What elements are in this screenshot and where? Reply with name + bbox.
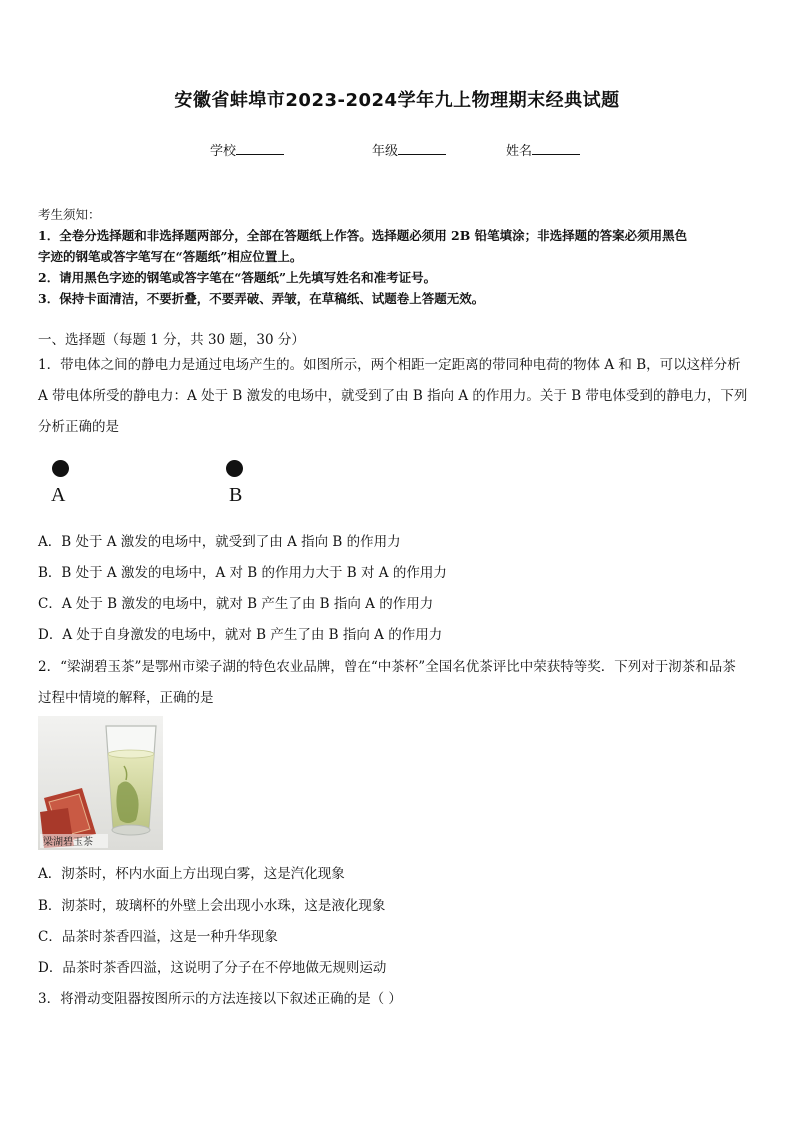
q2-option-c[interactable]: C．品茶时茶香四溢，这是一种升华现象 xyxy=(38,929,278,945)
name-field[interactable] xyxy=(506,140,580,159)
grade-label: 年级 xyxy=(372,144,399,159)
grade-field[interactable] xyxy=(372,140,446,159)
tea-photo-caption: 梁湖碧玉茶 xyxy=(43,837,93,848)
charge-a-dot xyxy=(52,460,69,477)
q1-text-line: 1．带电体之间的静电力是通过电场产生的。如图所示，两个相距一定距离的带同种电荷的物体 A 和 B，可以这样分析 xyxy=(38,357,741,373)
section-heading: 一、选择题（每题 1 分，共 30 题，30 分） xyxy=(38,332,305,348)
notice-item: 字迹的钢笔或答字笔写在“答题纸”相应位置上。 xyxy=(38,249,303,264)
q1-option-a[interactable]: A．B 处于 A 激发的电场中，就受到了由 A 指向 B 的作用力 xyxy=(38,534,401,550)
q1-option-c[interactable]: C．A 处于 B 激发的电场中，就对 B 产生了由 B 指向 A 的作用力 xyxy=(38,596,434,612)
q2-text-line: 2．“梁湖碧玉茶”是鄂州市梁子湖的特色农业品牌，曾在“中茶杯”全国名优茶评比中荣获特等奖．下列对于沏茶和品茶 xyxy=(38,659,736,675)
q1-option-b[interactable]: B．B 处于 A 激发的电场中，A 对 B 的作用力大于 B 对 A 的作用力 xyxy=(38,565,447,581)
q3-text-line: 3．将滑动变阻器按图所示的方法连接以下叙述正确的是（ ） xyxy=(38,991,402,1007)
q1-text-line: A 带电体所受的静电力：A 处于 B 激发的电场中，就受到了由 B 指向 A 的作用力。关于 B 带电体受到的静电力，下列 xyxy=(38,388,748,404)
charge-a-label: A xyxy=(51,484,66,506)
school-label: 学校 xyxy=(210,144,237,159)
charge-b-dot xyxy=(226,460,243,477)
notice-heading: 考生须知： xyxy=(38,207,101,222)
q1-text-line: 分析正确的是 xyxy=(38,419,119,435)
charge-b-label: B xyxy=(229,484,243,506)
grade-blank[interactable] xyxy=(398,142,446,155)
q2-option-b[interactable]: B．沏茶时，玻璃杯的外壁上会出现小水珠，这是液化现象 xyxy=(38,898,386,914)
tea-glass-image xyxy=(38,716,163,850)
name-label: 姓名 xyxy=(506,144,533,159)
school-blank[interactable] xyxy=(236,142,284,155)
q2-option-d[interactable]: D．品茶时茶香四溢，这说明了分子在不停地做无规则运动 xyxy=(38,960,387,976)
q1-option-d[interactable]: D．A 处于自身激发的电场中，就对 B 产生了由 B 指向 A 的作用力 xyxy=(38,627,443,643)
exam-notice xyxy=(38,204,758,309)
notice-item: 2．请用黑色字迹的钢笔或答字笔在“答题纸”上先填写姓名和准考证号。 xyxy=(38,270,437,285)
name-blank[interactable] xyxy=(532,142,580,155)
q2-text-line: 过程中情境的解释，正确的是 xyxy=(38,690,214,706)
page-title: 安徽省蚌埠市2023-2024学年九上物理期末经典试题 xyxy=(174,90,620,111)
school-field[interactable] xyxy=(210,140,284,159)
notice-item: 1．全卷分选择题和非选择题两部分，全部在答题纸上作答。选择题必须用 2B 铅笔填涂；非选择题的答案必须用黑色 xyxy=(38,228,688,243)
q2-option-a[interactable]: A．沏茶时，杯内水面上方出现白雾，这是汽化现象 xyxy=(38,866,345,882)
notice-item: 3．保持卡面清洁，不要折叠，不要弄破、弄皱，在草稿纸、试题卷上答题无效。 xyxy=(38,291,485,306)
tea-photo xyxy=(38,716,163,850)
